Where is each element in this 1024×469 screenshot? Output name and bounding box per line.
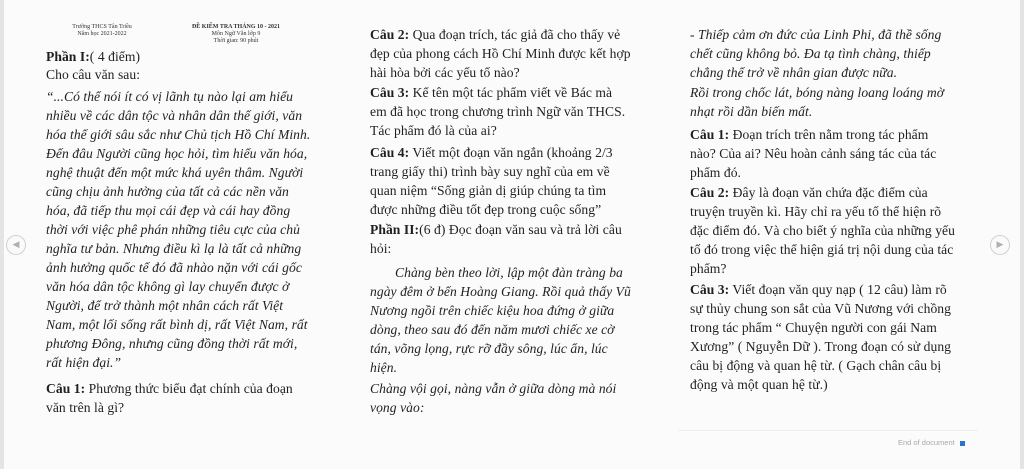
text-line: trang giấy thi) trình bày suy nghĩ của em về [370, 164, 610, 179]
text-line: - Thiếp cảm ơn đức của Linh Phi, đã thề sống [690, 27, 942, 42]
section-label: Phần II: [370, 222, 420, 237]
text-line: hài hòa bởi các yếu tố nào? [370, 65, 520, 80]
end-of-document [898, 438, 965, 447]
section-label: Câu 3: [370, 85, 410, 100]
text-line: đặc điểm đó. Và cho biết ý nghĩa của những yếu [690, 223, 955, 238]
text-line: phẩm đó. [690, 165, 741, 180]
text-line: tán, võng lọng, rực rỡ đầy sông, lúc ẩn, lúc [370, 341, 608, 356]
text-line: rất hiện đại.” [46, 355, 122, 370]
text-line: Nương ngồi trên chiếc kiệu hoa đứng ở giữa [370, 303, 615, 318]
text-line: hóa thế giới sâu sắc như Chủ tịch Hồ Chí Minh. [46, 127, 311, 142]
text-line: ngày đêm ở bến Hoàng Giang. Rồi quả thấy Vũ [370, 284, 631, 299]
text-line: ảnh hưởng quốc tế đó đã nhào nặn với cái gốc [46, 260, 302, 275]
text-line: nghệ thuật đến một mức khá uyên thâm. Người [46, 165, 304, 180]
text-line: hóa, đã tiếp thu mọi cái đẹp và cái hay đồng [46, 203, 291, 218]
text-line: “...Có thể nói ít có vị lãnh tụ nào lại am hiểu [46, 89, 294, 104]
text-line: Câu 1: Đoạn trích trên nằm trong tác phẩm [690, 127, 929, 142]
text-line: cũng chịu ảnh hưởng của tất cả các nền văn [46, 184, 289, 199]
text-line: sự thủy chung son sắt của Vũ Nương với chồng [690, 301, 951, 316]
school-header [52, 24, 152, 38]
left-edge-strip [0, 0, 4, 469]
text-line: Phần II:(6 đ) Đọc đoạn văn sau và trả lời câu [370, 222, 622, 237]
text-line: vọng vào: [370, 400, 425, 415]
section-label: Câu 2: [370, 27, 410, 42]
text-line: Người, để trở thành một nhân cách rất Việt [46, 298, 284, 313]
exam-header [186, 24, 286, 45]
footer-divider [678, 430, 978, 431]
text-line: phương Đông, nhưng cũng đồng thời rất mới, [46, 336, 298, 351]
text-line: thời với việc phê phán những tiêu cực của chủ [46, 222, 300, 237]
text-line: nào? Của ai? Nêu hoàn cảnh sáng tác của tác [690, 146, 937, 161]
section-label: Câu 1: [690, 127, 730, 142]
text-line: Đến đâu Người cũng học hỏi, tìm hiểu văn hóa, [46, 146, 308, 161]
right-edge-strip [1020, 0, 1024, 469]
text-line: Chàng bèn theo lời, lập một đàn tràng ba [395, 265, 623, 280]
text-line: Câu 3: Kể tên một tác phẩm viết về Bác mà [370, 85, 613, 100]
text-line: Câu 2: Đây là đoạn văn chứa đặc điểm của [690, 185, 928, 200]
text-line: Phần I:( 4 điểm) [46, 49, 141, 64]
text-line: quan niệm “Sống giản dị giúp chúng ta tìm [370, 183, 607, 198]
text-line: Xương” ( Nguyễn Dữ ). Trong đoạn có sử dụng [690, 339, 952, 354]
end-label: End of document [898, 438, 955, 447]
text-line: truyện truyền kì. Hãy chỉ ra yếu tố thể hiện rõ [690, 204, 942, 219]
text-line: Cho câu văn sau: [46, 67, 141, 82]
section-label: Phần I: [46, 49, 90, 64]
school-year: Năm học 2021-2022 [77, 31, 127, 37]
text-line: câu bị động và quan hệ từ. ( Gạch chân câu bị [690, 358, 942, 373]
exam-time: Thời gian: 90 phút [213, 38, 259, 44]
text-line: động và một quan hệ từ.) [690, 377, 828, 392]
text-line: hiện. [370, 360, 398, 375]
text-line: em đã học trong chương trình Ngữ văn THCS. [370, 104, 626, 119]
text-line: Câu 3: Viết đoạn văn quy nạp ( 12 câu) làm rõ [690, 282, 947, 297]
end-marker-icon [960, 441, 965, 446]
text-line: Câu 1: Phương thức biểu đạt chính của đoạn [46, 381, 293, 396]
text-line: văn trên là gì? [46, 400, 125, 415]
text-line: Chàng vội gọi, nàng vẫn ở giữa dòng mà nói [370, 381, 617, 396]
text-line: văn hóa dân tộc không gì lay chuyển được ở [46, 279, 290, 294]
section-label: Câu 2: [690, 185, 730, 200]
text-line: Tác phẩm đó là của ai? [370, 123, 497, 138]
school-name: Trường THCS Tân Triều [72, 24, 132, 30]
text-line: đẹp của phong cách Hồ Chí Minh được kết hợp [370, 46, 631, 61]
text-line: tố đó trong việc thể hiện giá trị nội dung của tác [690, 242, 954, 257]
text-line: nhiều về các dân tộc và nhân dân thế giới, văn [46, 108, 303, 123]
text-line: Câu 2: Qua đoạn trích, tác giả đã cho thấy vẻ [370, 27, 621, 42]
text-line: chết cũng không bỏ. Đa tạ tình chàng, thiếp [690, 46, 931, 61]
text-line: phẩm? [690, 261, 727, 276]
text-line: Câu 4: Viết một đoạn văn ngắn (khoảng 2/3 [370, 145, 613, 160]
text-line: nhạt rồi dần biến mất. [690, 104, 813, 119]
text-line: Rồi trong chốc lát, bóng nàng loang loáng mờ [690, 85, 945, 100]
text-line: dòng, theo sau đó đến năm mươi chiếc xe cờ [370, 322, 615, 337]
text-line: chẳng thể trở về nhân gian được nữa. [690, 65, 898, 80]
prev-page-icon[interactable]: ◀ [6, 235, 26, 255]
text-line: được những điều tốt đẹp trong cuộc sống” [370, 202, 602, 217]
text-line: hỏi: [370, 241, 392, 256]
next-page-icon[interactable]: ▶ [990, 235, 1010, 255]
section-label: Câu 4: [370, 145, 410, 160]
text-line: trong tác phẩm “ Chuyện người con gái Nam [690, 320, 937, 335]
text-line: Nam, một lối sống rất bình dị, rất Việt Nam, rất [46, 317, 308, 332]
exam-title: ĐỀ KIỂM TRA THÁNG 10 - 2021 [191, 24, 281, 30]
text-line: nghĩa tư bản. Nhưng điều kì lạ là tất cả những [46, 241, 302, 256]
section-label: Câu 1: [46, 381, 86, 396]
section-label: Câu 3: [690, 282, 730, 297]
exam-subject: Môn Ngữ Văn lớp 9 [211, 31, 261, 37]
